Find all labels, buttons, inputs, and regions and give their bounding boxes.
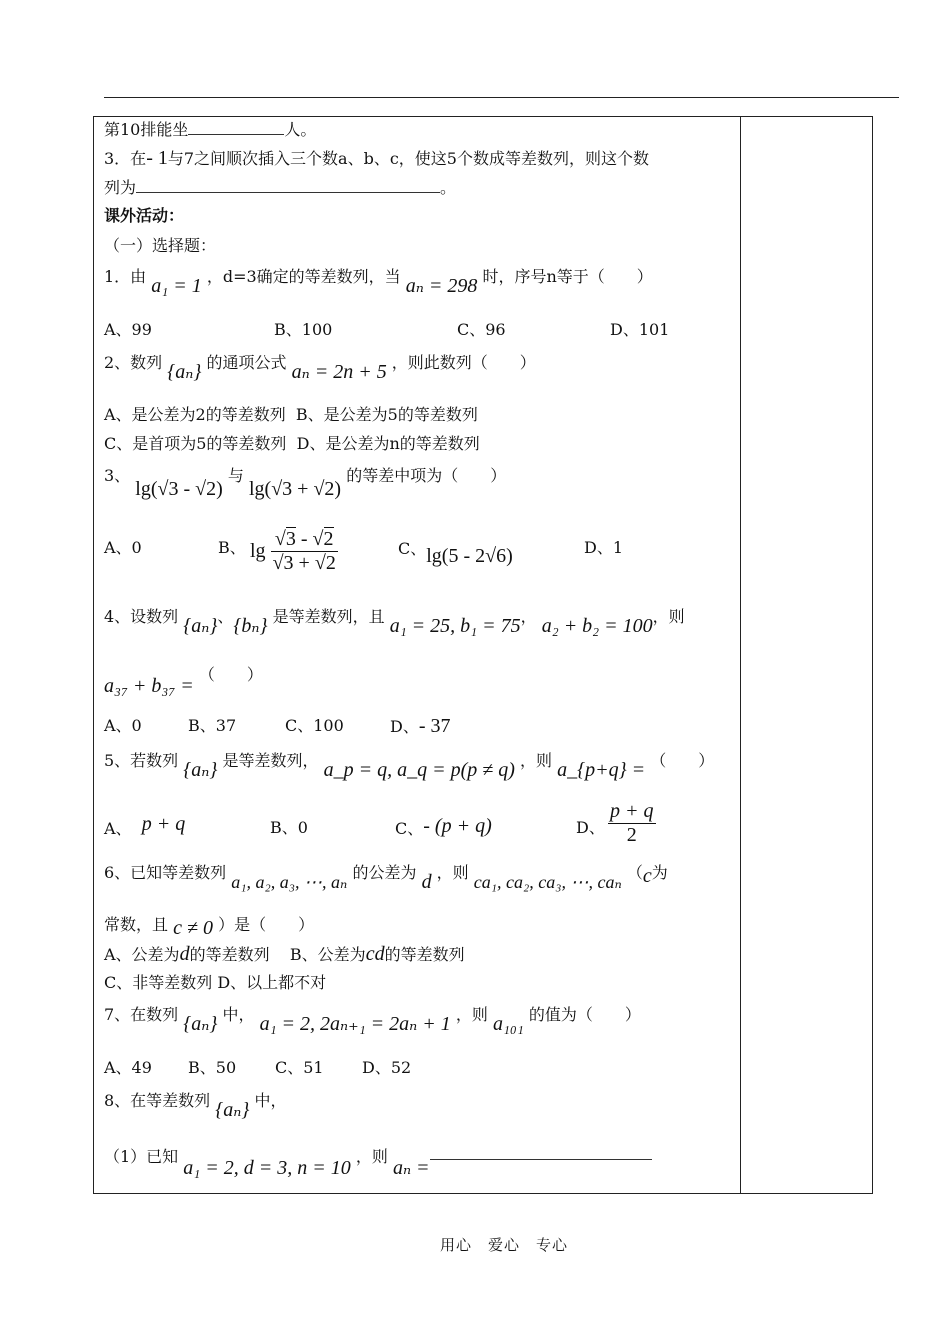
question-6: 6、已知等差数列 a₁, a₂, a₃, ⋯, aₙ 的公差为 d ，则 ca₁, ca₂, ca₃, ⋯, caₙ （c为 (104, 863, 668, 893)
q1-option-d[interactable]: D、101 (610, 320, 670, 339)
q3-option-b[interactable]: B、 (218, 538, 246, 557)
answer-blank[interactable] (430, 1145, 652, 1160)
question-5: 5、若数列 {aₙ} 是等差数列， a_p = q, a_q = p(p ≠ q) ，则 a_{p+q} = （ ） (104, 751, 715, 781)
q2-option-a[interactable]: A、是公差为2的等差数列 (104, 405, 286, 424)
q4-option-c[interactable]: C、100 (285, 716, 344, 735)
page-footer: 用心 爱心 专心 (440, 1236, 569, 1254)
q2-option-c[interactable]: C、是首项为5的等差数列 (104, 434, 287, 453)
q2-options-row-2 (104, 434, 480, 454)
q5-option-c[interactable]: C、- (p + q) (395, 815, 492, 838)
question-6-cont: 常数，且 c ≠ 0 ）是（ ） (104, 915, 315, 939)
q6-options-row-2[interactable]: C、非等差数列 D、以上都不对 (104, 973, 327, 992)
table-column-divider (740, 116, 741, 1194)
q3-option-c[interactable]: C、lg(5 - 2√6) (398, 539, 513, 567)
math-lg-fraction: lg $\frac{√3 - √2}{√3 + √2}$ (250, 528, 336, 574)
intro-line-1: 第10排能坐 人。 (104, 120, 317, 139)
q7-option-a[interactable]: A、49 (104, 1058, 152, 1077)
q1-option-b[interactable]: B、100 (274, 320, 333, 339)
q3-option-a[interactable]: A、0 (104, 538, 142, 557)
header-rule (104, 97, 899, 98)
question-4-cont: a₃₇ + b₃₇ = （ ） (104, 665, 263, 697)
q5-option-b[interactable]: B、0 (270, 818, 308, 837)
question-4: 4、设数列 {aₙ}、{bₙ} 是等差数列，且 a₁ = 25, b₁ = 75， a₂ + b₂ = 100，则 (104, 607, 685, 637)
math-a1-eq-1: a₁ = 1 (151, 275, 202, 297)
q6-options-row-1 (104, 944, 465, 965)
q7-option-c[interactable]: C、51 (275, 1058, 324, 1077)
question-1: 1．由 a₁ = 1 ，d=3确定的等差数列，当 aₙ = 298 时，序号n等于（ ） (104, 267, 653, 297)
question-7: 7、在数列 {aₙ} 中， a₁ = 2, 2aₙ₊₁ = 2aₙ + 1 ，则 a₁₀₁ 的值为（ ） (104, 1005, 641, 1035)
math-lg-sum: lg(√3 + √2) (248, 478, 342, 500)
math-an-formula: aₙ = 2n + 5 (291, 361, 387, 383)
q6-option-b[interactable]: B、公差为cd的等差数列 (289, 943, 465, 965)
q2-option-d[interactable]: D、是公差为n的等差数列 (296, 434, 480, 453)
answer-blank[interactable] (188, 120, 284, 135)
q5-option-a[interactable]: A、 p + q (104, 813, 186, 838)
q4-option-b[interactable]: B、37 (188, 716, 237, 735)
q4-option-d[interactable]: D、- 37 (390, 715, 451, 737)
math-seq-an: {aₙ} (167, 361, 202, 383)
q1-option-c[interactable]: C、96 (457, 320, 506, 339)
q2-option-b[interactable]: B、是公差为5的等差数列 (295, 405, 478, 424)
q5-option-d[interactable]: D、 (576, 818, 605, 837)
math-lg-diff: lg(√3 - √2) (135, 478, 223, 500)
section-title: 课外活动： (104, 206, 185, 225)
math-fraction-p-plus-q-over-2: $\frac{p + q}{2}$ (610, 800, 654, 846)
math-an-eq-298: aₙ = 298 (405, 275, 478, 297)
q1-option-a[interactable]: A、99 (104, 320, 152, 339)
section-subtitle: （一）选择题： (104, 236, 217, 255)
q7-option-b[interactable]: B、50 (188, 1058, 237, 1077)
q6-option-a[interactable]: A、公差为d的等差数列 (104, 943, 270, 965)
intro-line-3: 列为 。 (104, 178, 457, 197)
q7-option-d[interactable]: D、52 (362, 1058, 412, 1077)
q3-option-d[interactable]: D、1 (584, 538, 624, 557)
question-8-part-1: （1）已知 a₁ = 2, d = 3, n = 10 ，则 aₙ = (104, 1146, 652, 1167)
question-3: 3、 lg(√3 - √2) 与 lg(√3 + √2) 的等差中项为（ ） (104, 466, 507, 500)
q2-options-row-1 (104, 405, 478, 425)
q4-option-a[interactable]: A、0 (104, 716, 142, 735)
answer-blank[interactable] (136, 178, 440, 193)
intro-line-2: 3．在- 1与7之间顺次插入三个数a、b、c，使这5个数成等差数列，则这个数 (104, 147, 649, 169)
question-8: 8、在等差数列 {aₙ} 中， (104, 1091, 287, 1121)
question-2: 2、数列 {aₙ} 的通项公式 aₙ = 2n + 5 ，则此数列（ ） (104, 353, 536, 383)
